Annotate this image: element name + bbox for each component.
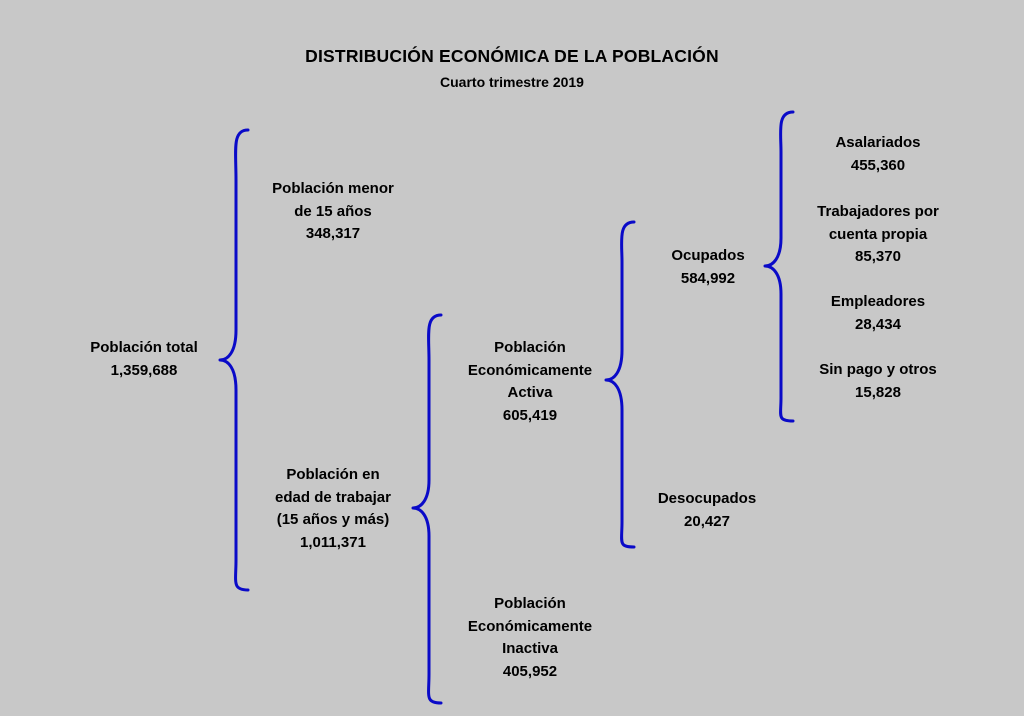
node-empleadores (800, 291, 956, 336)
node-label: Inactiva (502, 640, 558, 657)
node-label: Empleadores (830, 293, 926, 310)
node-value: 405,952 (502, 662, 558, 680)
node-value: 605,419 (502, 406, 558, 424)
node-label: Población (494, 339, 566, 356)
diagram-subtitle: Cuarto trimestre 2019 (440, 74, 584, 90)
brace-ocupados (765, 112, 793, 421)
node-pea (452, 337, 608, 427)
node-label: Activa (507, 384, 553, 401)
node-value: 28,434 (855, 315, 901, 333)
node-poblacion-menor-15 (255, 178, 411, 246)
node-label: Población en (286, 466, 380, 483)
node-cuenta-propia (796, 201, 960, 269)
node-label: Económicamente (467, 361, 593, 379)
node-value: 348,317 (305, 225, 361, 242)
node-label: Económicamente (467, 617, 593, 635)
node-desocupados (642, 488, 772, 533)
node-value: 20,427 (684, 512, 730, 530)
node-value: 1,011,371 (300, 533, 366, 551)
node-label: edad de trabajar (275, 488, 391, 506)
node-value: 584,992 (680, 269, 736, 287)
brace-pea (606, 222, 634, 547)
node-poblacion-total (80, 337, 208, 382)
brace-total (220, 130, 248, 590)
node-asalariados (800, 132, 956, 177)
node-value: 85,370 (855, 248, 901, 265)
node-label: Sin pago y otros (819, 361, 937, 378)
node-pei (452, 593, 608, 683)
diagram-title: DISTRIBUCIÓN ECONÓMICA DE LA POBLACIÓN (305, 46, 719, 66)
node-value: 455,360 (850, 156, 906, 174)
node-label: Población (494, 595, 566, 612)
brace-edad-trabajar (413, 315, 441, 703)
node-label: (15 años y más) (276, 511, 390, 528)
node-label: Desocupados (657, 490, 757, 507)
node-value: 15,828 (855, 383, 901, 401)
node-label: Población menor (272, 180, 394, 197)
node-sin-pago (798, 359, 958, 404)
node-value: 1,359,688 (110, 361, 178, 379)
node-label: Asalariados (835, 134, 921, 151)
node-label: de 15 años (294, 202, 372, 220)
node-label: cuenta propia (828, 225, 928, 243)
node-label: Población total (90, 339, 198, 356)
node-label: Trabajadores por (817, 203, 939, 220)
node-poblacion-edad-trabajar (253, 464, 413, 554)
node-ocupados (648, 245, 768, 290)
node-label: Ocupados (671, 247, 745, 264)
